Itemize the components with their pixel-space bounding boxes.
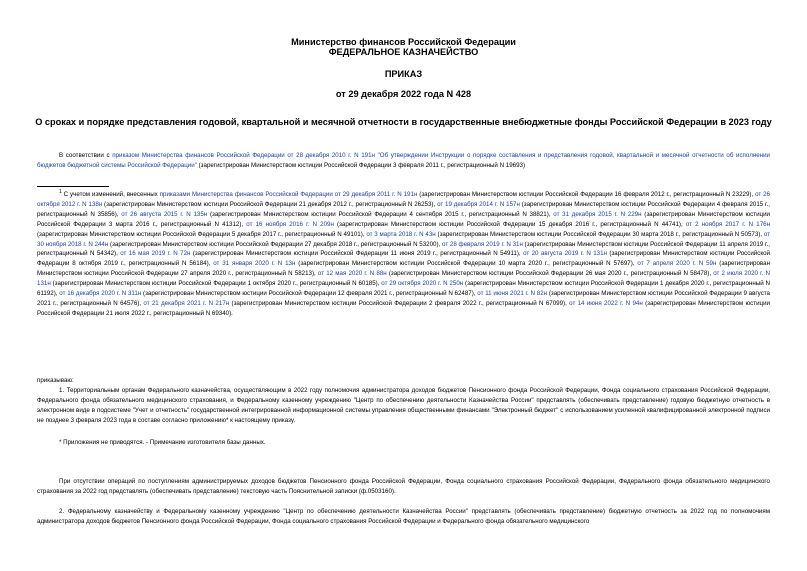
footnote-text: (зарегистрирован Министерством юстиции Российской Федерации 5 декабря 2017 г., регистрационный N 49101), [37,230,367,238]
footnote-text: (зарегистрирован Министерством юстиции Российской Федерации 9 августа 2021 г., регистрационный N 64576), [37,290,770,307]
amendment-link[interactable]: от 14 июня 2022 г. N 94н [569,299,643,307]
footnote-text: (зарегистрирован Министерством юстиции Российской Федерации 2 февраля 2022 г., регистрационный N 67099), [229,299,570,307]
amendment-link[interactable]: от 26 октября 2012 г. N 138н [37,191,770,208]
order-heading: ПРИКАЗ [384,69,423,79]
footnote-text: (зарегистрирован Министерством юстиции Российской Федерации 16 февраля 2012 г., регистрационный N 23229), [417,191,756,198]
footnote-text: (зарегистрирован Министерством юстиции Российской Федерации 1 декабря 2020 г., регистрационный N 61192), [37,280,770,298]
amendment-link[interactable]: от 31 января 2020 г. N 13н [213,260,296,268]
paragraph-2: 2. Федеральному казначейству и Федеральному казенному учреждению "Центр по обеспечению деятельности Казначейства России" представлять (обеспечивать представление) бюджетную отчетность за 2022 год по полномочиям администратора доходов бюджетов Пенсионного фонда Российской Федерации, Фонда социального страхования Российской Федерации и Федерального фонда обязательного медицинского [37,508,770,525]
footnote-text: (зарегистрирован Министерством юстиции Российской Федерации 8 октября 2019 г., регистрационный N 56184), [37,250,771,268]
amendment-link[interactable]: от 2 июля 2020 г. N 131н [37,270,770,288]
footnote-text: (зарегистрирован Министерством юстиции Российской Федерации 10 марта 2020 г., регистрационный N 57697), [295,260,638,268]
footnote-text: (зарегистрирован Министерством юстиции Российской Федерации 27 апреля 2020 г., регистрационный N 58213), [37,260,770,278]
footnote-text: (зарегистрирован Министерством юстиции Российской Федерации 1 октября 2020 г., регистрационный N 60185), [50,280,382,288]
amendment-link[interactable]: от 28 февраля 2019 г. N 31н [442,240,523,248]
footnote-text: (зарегистрирован Министерством юстиции Российской Федерации 21 декабря 2012 г., регистрационный N 26253), [102,200,438,208]
footnote-divider [37,186,109,187]
footnote-text: (зарегистрирован Министерством юстиции Российской Федерации 11 апреля 2019 г., регистрационный N 54342), [37,240,771,258]
footnote [37,190,770,319]
footnote-text: (зарегистрирован Министерством юстиции Российской Федерации 15 декабря 2016 г., регистрационный N 44741), [333,220,686,228]
paragraph-absent-operations: При отсутствии операций по поступлениям администрируемых доходов бюджетов Пенсионного фонда Российской Федерации, Фонда социального страхования Российской Федерации, Федерального фонда обязательного медицинского страхования за 2022 год представлять (обеспечивать представление) текстовую часть Пояснительной записки (ф.0503160). [37,478,770,495]
footnote-marker: 1 [59,188,62,195]
footnote-text: (зарегистрирован Министерством юстиции Российской Федерации 27 декабря 2018 г., регистрационный N 53200), [108,240,443,248]
amendment-link[interactable]: от 16 мая 2019 г. N 72н [120,250,191,258]
preamble [37,151,770,171]
footnote-text: С учетом изменений, внесенных [63,191,160,198]
amendment-link[interactable]: от 19 декабря 2014 г. N 157н [437,200,520,208]
amendment-link[interactable]: от 31 декабря 2015 г. N 229н [553,210,642,218]
amendment-link[interactable]: от 11 июня 2021 г. N 82н [477,290,548,298]
order-date: от 29 декабря 2022 года N 428 [335,89,472,99]
preamble-tail: (зарегистрирован Министерством юстиции Российской Федерации 3 февраля 2011 г., регистрационный N 19693) [196,161,526,169]
footnote-text: (зарегистрирован Министерством юстиции Российской Федерации 3 марта 2016 г., регистрационный N 41312), [37,210,771,228]
document-title: О сроках и порядке представления годовой, квартальной и месячной отчетности в государственные внебюджетные фонды Российской Федерации в 2023 году [35,117,772,127]
amendment-link[interactable]: от 21 декабря 2021 г. N 217н [143,299,230,307]
footnote-text: (зарегистрирован Министерством юстиции Российской Федерации 4 февраля 2015 г., регистрационный N 35856), [37,200,770,218]
footnote-note: * Приложения не приводятся. - Примечание изготовителя базы данных. [59,439,266,446]
ministry-heading: Министерство финансов Российской Федерации [291,37,516,47]
footnote-text: (зарегистрирован Министерством юстиции Российской Федерации 11 июня 2019 г., регистрационный N 54911), [190,250,524,258]
prikazyvayu: приказываю: [37,377,74,384]
amendment-link[interactable]: от 2 ноября 2017 г. N 176н [685,220,770,228]
amendment-link[interactable]: от 16 декабря 2020 г. N 311н [59,290,142,298]
footnote-text: (зарегистрирован Министерством юстиции Российской Федерации 4 сентября 2015 г., регистрационный N 38821), [207,210,554,218]
amendment-link[interactable]: от 30 ноября 2018 г. N 244н [37,230,770,248]
preamble-link[interactable]: приказом Министерства финансов Российской Федерации от 28 декабря 2010 г. N 191н "Об утверждении Инструкции о порядке составления и представления годовой, квартальной и месячной отчетности об исполнении бюджетов бюджетной системы Российской Федерации" [37,152,771,169]
amendment-link[interactable]: приказами Министерства финансов Российской Федерации от 29 декабря 2011 г. N 191н [159,191,418,198]
amendment-link[interactable]: от 7 апреля 2020 г. N 59н [637,260,717,268]
footnote-text: (зарегистрирован Министерством юстиции Российской Федерации 12 февраля 2021 г., регистрационный N 62487), [141,290,478,298]
amendment-link[interactable]: от 26 августа 2015 г. N 135н [121,210,208,218]
amendment-link[interactable]: от 29 октября 2020 г. N 250н [381,280,464,288]
treasury-heading: ФЕДЕРАЛЬНОЕ КАЗНАЧЕЙСТВО [328,47,479,57]
footnote-text: (зарегистрирован Министерством юстиции Российской Федерации 26 мая 2020 г., регистрационный N 58478), [386,270,714,278]
amendment-link[interactable]: от 20 августа 2019 г. N 131н [523,250,607,258]
amendment-link[interactable]: от 12 мая 2020 г. N 88н [317,270,387,278]
amendment-link[interactable]: от 16 ноября 2016 г. N 209н [246,220,334,228]
amendment-link[interactable]: от 3 марта 2018 г. N 43н [366,230,436,238]
footnote-text: (зарегистрирован Министерством юстиции Российской Федерации 30 марта 2018 г., регистрационный N 50573), [435,230,764,238]
paragraph-1: 1. Территориальным органам Федерального казначейства, осуществляющим в 2022 году полномочия администратора доходов бюджетов Пенсионного фонда Российской Федерации, Фонда социального страхования Российской Федерации, Федерального фонда обязательного медицинского страхования, и Федеральному казенному учреждению "Центр по обеспечению деятельности Казначейства России" представлять (обеспечивать представление) годовую бюджетную отчетность в электронном виде в подсистеме "Учет и отчетность" государственной интегрированной информационной системы управления общественными финансами "Электронный бюджет" с использованием усиленной квалифицированной электронной подписи не позднее 3 февраля 2023 года в составе согласно приложению* к настоящему приказу. [37,387,770,424]
preamble-intro: В соответствии с [59,152,113,159]
footnote-text: (зарегистрирован Министерством юстиции Российской Федерации 21 июля 2022 г., регистрационный N 69340). [37,299,770,317]
